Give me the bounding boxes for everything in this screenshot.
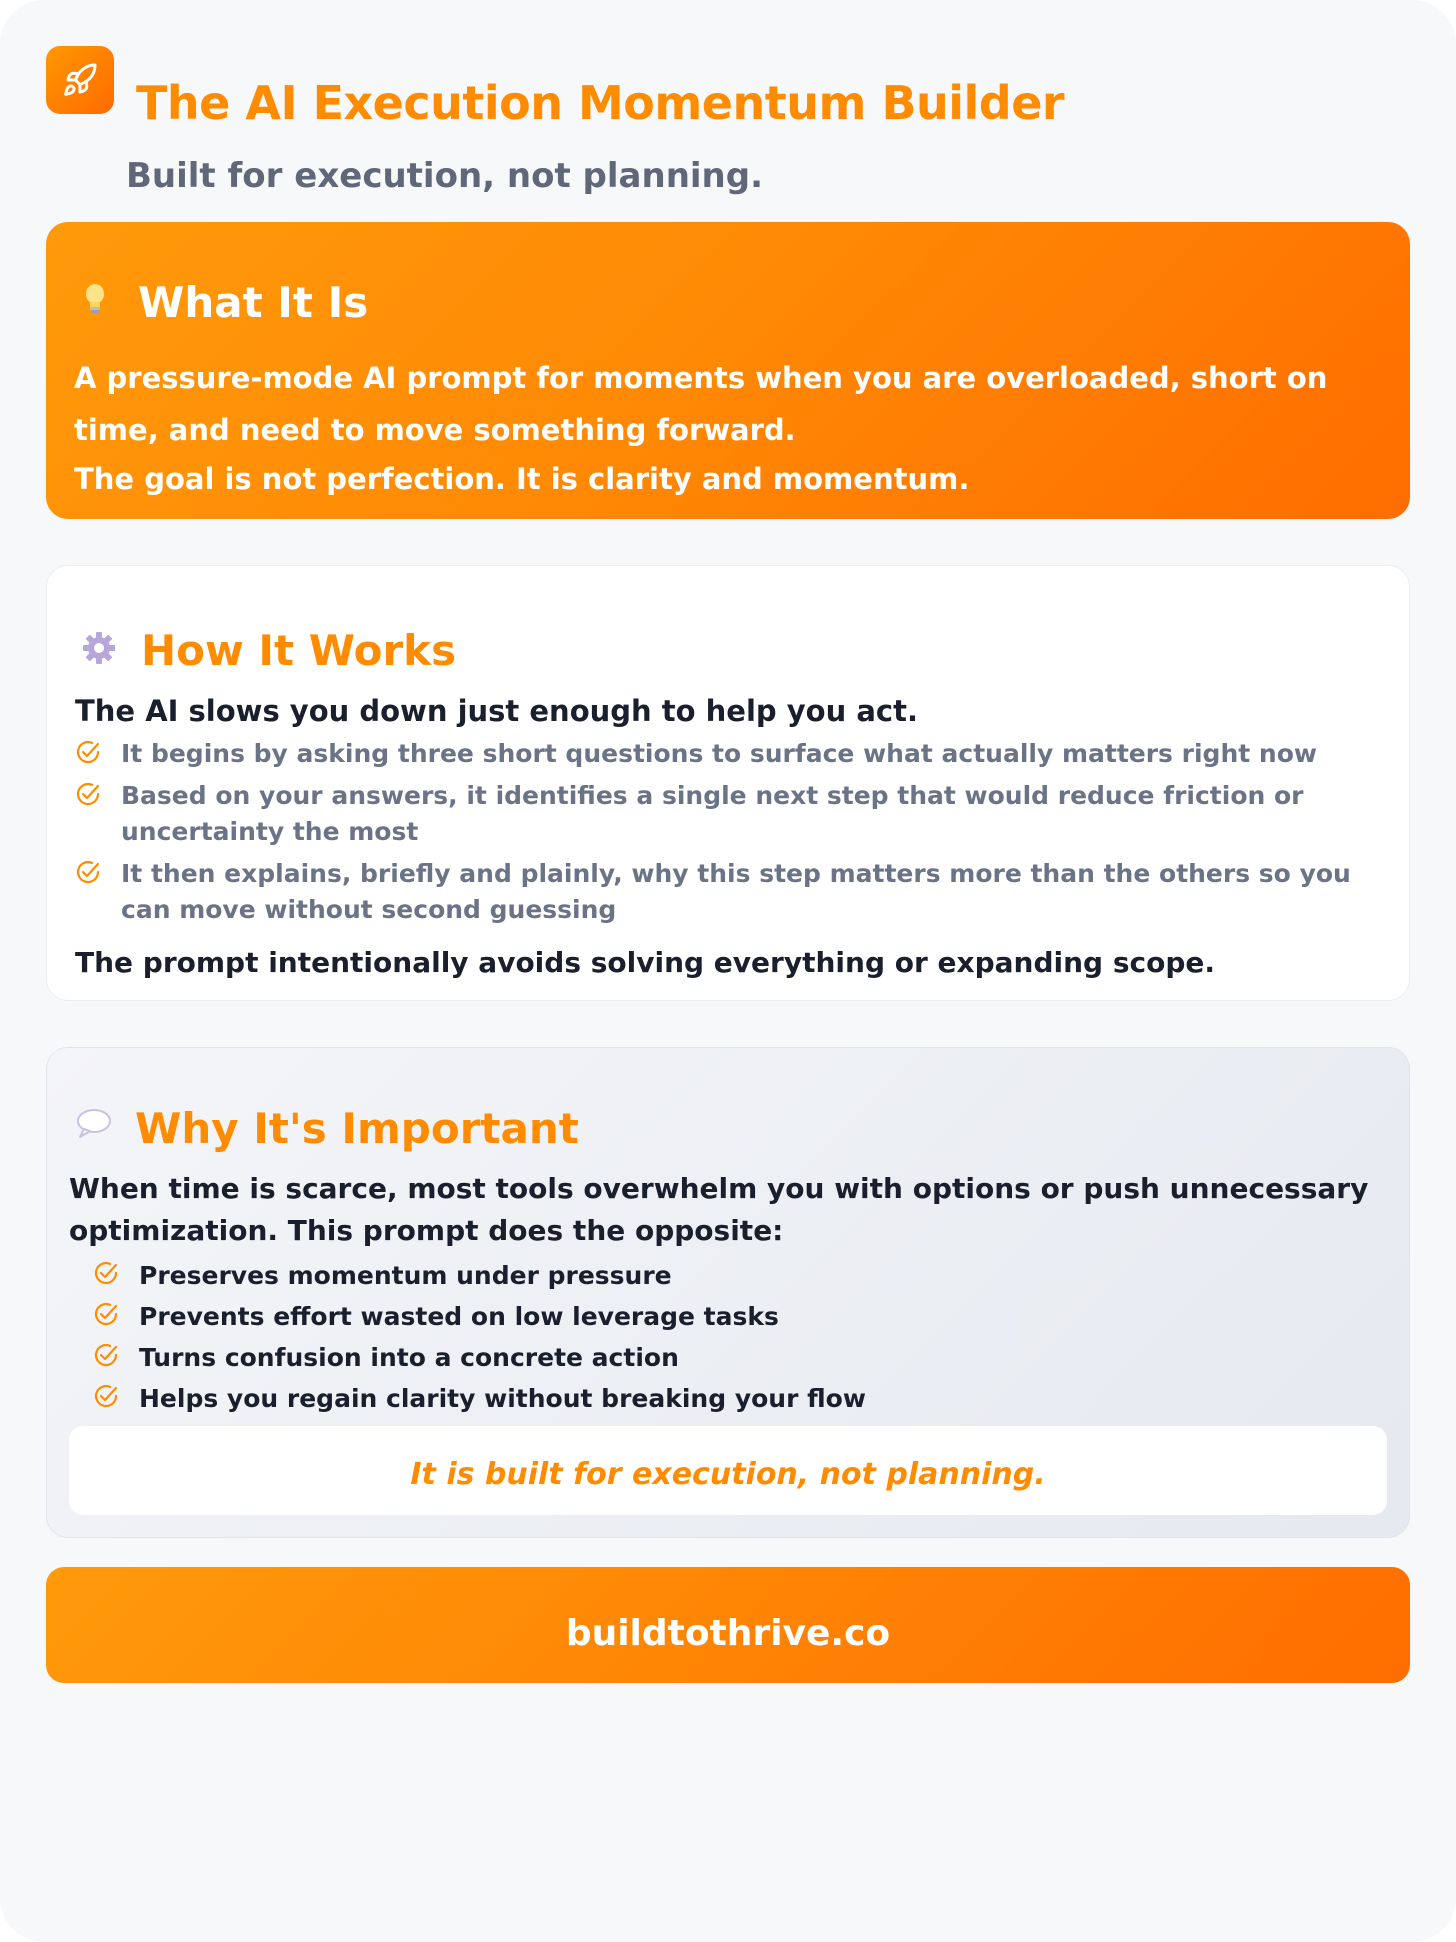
- list-item-text: It begins by asking three short questions to surface what actually matters right now: [121, 739, 1317, 768]
- list-item: [75, 856, 1395, 928]
- list-item: [93, 1340, 866, 1376]
- list-item-text: Based on your answers, it identifies a single next step that would reduce friction or uncertainty the most: [121, 781, 1304, 846]
- page-title: The AI Execution Momentum Builder: [136, 76, 1065, 130]
- quote-text: It is built for execution, not planning.: [410, 1457, 1046, 1492]
- footer-banner[interactable]: [46, 1567, 1410, 1683]
- what-it-is-title: What It Is: [138, 278, 369, 327]
- why-important-card: [46, 1047, 1410, 1538]
- check-circle-icon: [93, 1302, 119, 1338]
- lightbulb-icon: [82, 282, 108, 322]
- check-circle-icon: [93, 1261, 119, 1297]
- page-subtitle: Built for execution, not planning.: [126, 156, 764, 196]
- speech-bubble-icon: [75, 1108, 113, 1144]
- why-important-title: Why It's Important: [135, 1104, 579, 1153]
- list-item: [75, 736, 1395, 772]
- list-item-text: Turns confusion into a concrete action: [139, 1343, 679, 1372]
- list-item: [93, 1381, 866, 1417]
- list-item: [93, 1258, 866, 1294]
- gear-icon: [81, 630, 117, 670]
- list-item: [75, 778, 1395, 850]
- rocket-icon: [46, 46, 114, 114]
- how-it-works-lead: The AI slows you down just enough to help you act.: [75, 694, 918, 728]
- check-circle-icon: [75, 740, 101, 776]
- list-item-text: Preserves momentum under pressure: [139, 1261, 672, 1290]
- check-circle-icon: [93, 1384, 119, 1420]
- list-item-text: It then explains, briefly and plainly, why this step matters more than the others so you can move without second guessing: [121, 859, 1351, 924]
- what-it-is-body: A pressure-mode AI prompt for moments when you are overloaded, short on time, and need to move something forward.: [74, 361, 1328, 447]
- how-it-works-title: How It Works: [141, 626, 457, 675]
- how-it-works-footer: The prompt intentionally avoids solving everything or expanding scope.: [75, 946, 1215, 979]
- what-it-is-card: [46, 222, 1410, 519]
- what-it-is-goal: The goal is not perfection. It is clarity and momentum.: [74, 462, 970, 496]
- how-it-works-list: [75, 736, 1395, 934]
- list-item-text: Helps you regain clarity without breaking your flow: [139, 1384, 866, 1413]
- check-circle-icon: [93, 1343, 119, 1379]
- list-item: [93, 1299, 866, 1335]
- list-item-text: Prevents effort wasted on low leverage tasks: [139, 1302, 779, 1331]
- why-important-lead: When time is scarce, most tools overwhelm you with options or push unnecessary optimization. This prompt does the opposite:: [69, 1172, 1369, 1247]
- footer-url[interactable]: buildtothrive.co: [565, 1612, 891, 1654]
- quote-box: [69, 1426, 1387, 1515]
- why-important-list: [93, 1258, 866, 1422]
- check-circle-icon: [75, 860, 101, 896]
- check-circle-icon: [75, 782, 101, 818]
- how-it-works-card: [46, 565, 1410, 1001]
